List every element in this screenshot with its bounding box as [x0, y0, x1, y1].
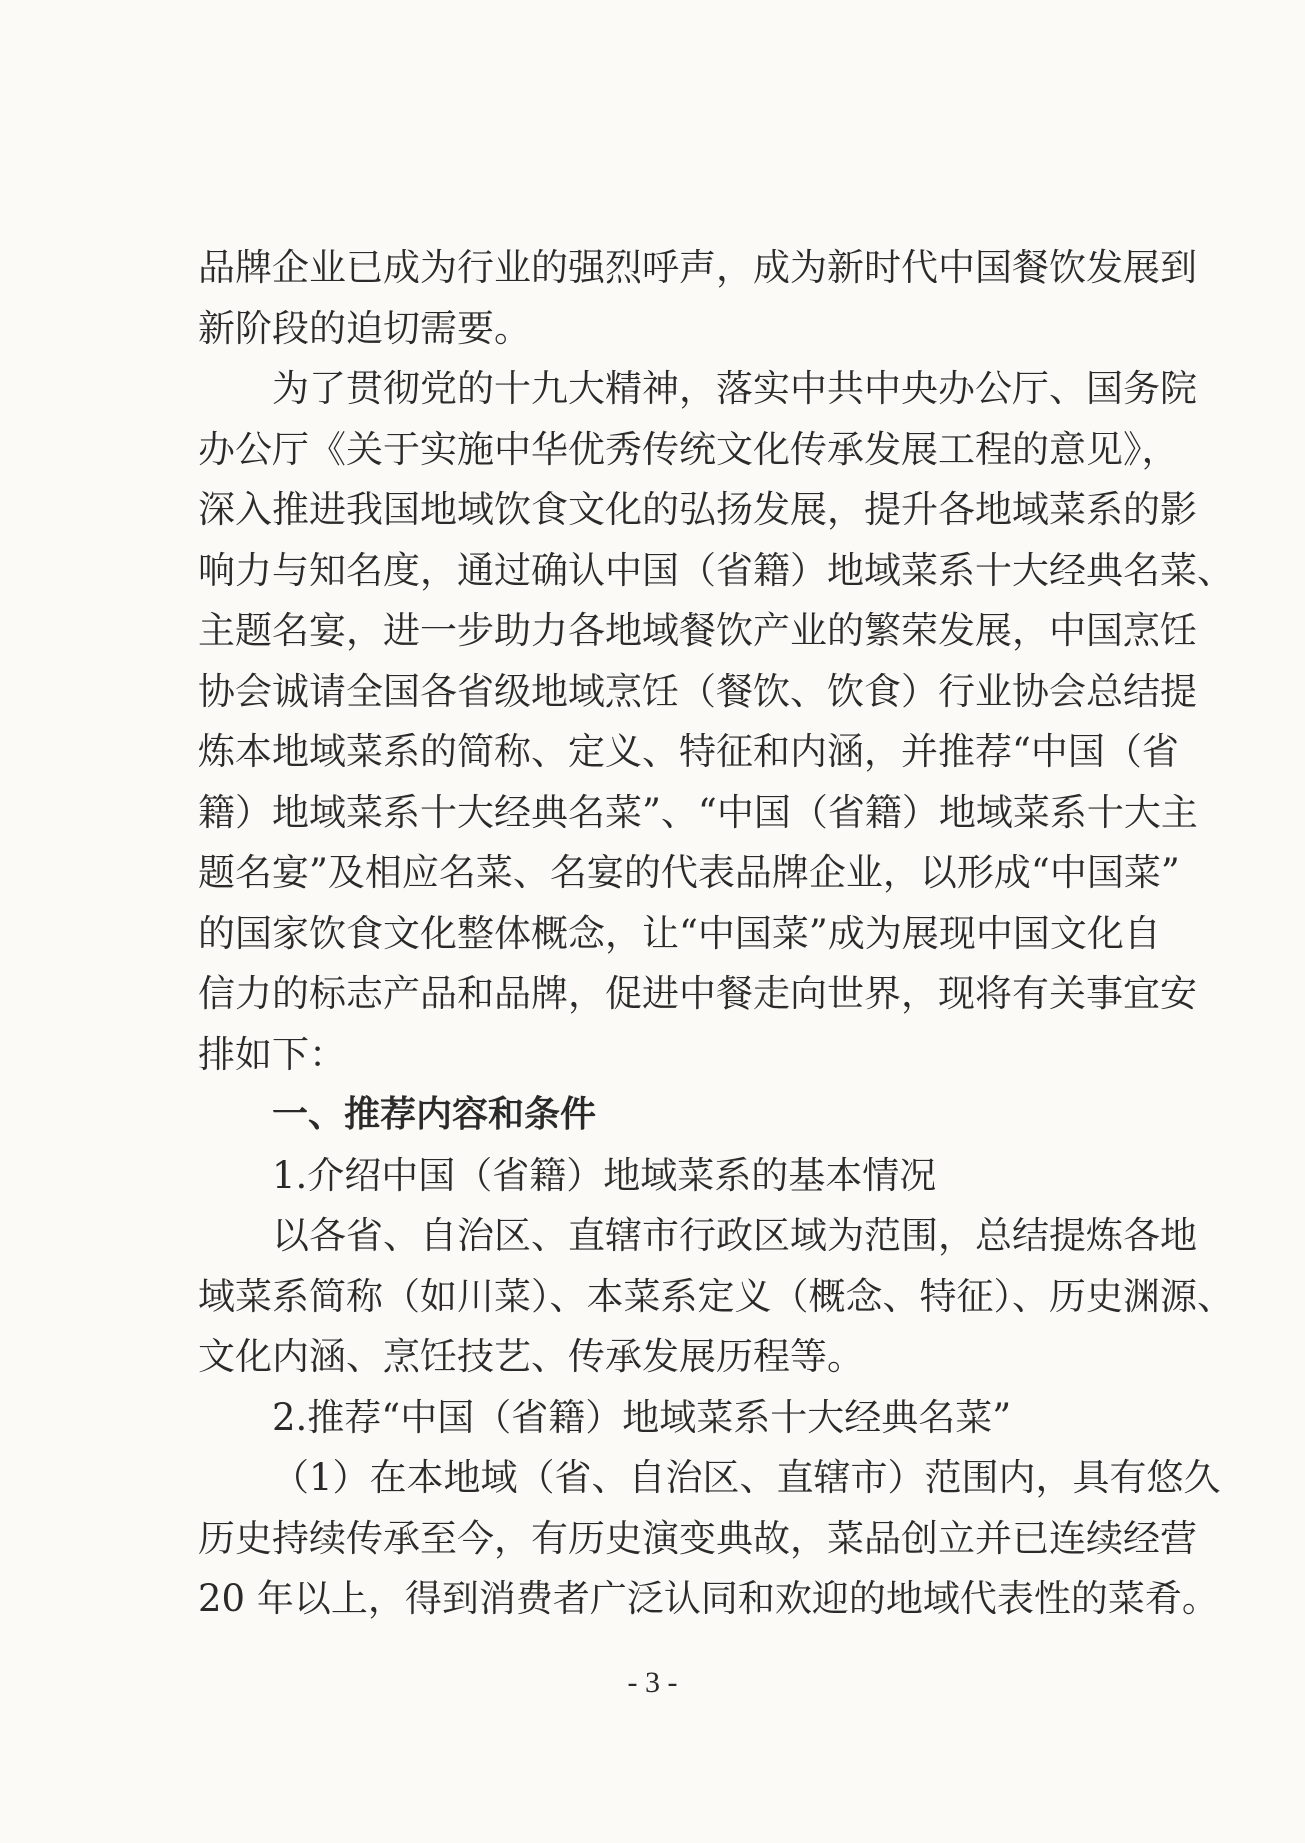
paragraph-start-line: 为了贯彻党的十九大精神，落实中共中央办公厅、国务院: [272, 367, 1197, 410]
text-line: 主题名宴，进一步助力各地域餐饮产业的繁荣发展，中国烹饪: [198, 609, 1197, 652]
text-line: 品牌企业已成为行业的强烈呼声，成为新时代中国餐饮发展到: [198, 246, 1197, 289]
text-line: 20 年以上，得到消费者广泛认同和欢迎的地域代表性的菜肴。: [198, 1577, 1219, 1620]
text-line: 题名宴”及相应名菜、名宴的代表品牌企业，以形成“中国菜”: [198, 851, 1180, 894]
paragraph-start-line: （1）在本地域（省、自治区、直辖市）范围内，具有悠久: [272, 1456, 1221, 1499]
body-text: [198, 238, 1234, 1630]
paragraph-start-line: 以各省、自治区、直辖市行政区域为范围，总结提炼各地: [272, 1214, 1197, 1257]
page-number: - 3 -: [627, 1666, 678, 1699]
text-line: 历史持续传承至今，有历史演变典故，菜品创立并已连续经营: [198, 1516, 1197, 1560]
text-line: 文化内涵、烹饪技艺、传承发展历程等。: [198, 1335, 864, 1378]
text-line: 的国家饮食文化整体概念，让“中国菜”成为展现中国文化自: [198, 911, 1161, 955]
text-line: 信力的标志产品和品牌，促进中餐走向世界，现将有关事宜安: [198, 972, 1197, 1015]
text-line: 新阶段的迫切需要。: [198, 306, 531, 350]
text-line: 协会诚请全国各省级地域烹饪（餐饮、饮食）行业协会总结提: [198, 669, 1197, 713]
text-line: 籍）地域菜系十大经典名菜”、“中国（省籍）地域菜系十大主: [198, 790, 1198, 834]
section-heading: 一、推荐内容和条件: [272, 1094, 597, 1135]
text-line: 炼本地域菜系的简称、定义、特征和内涵，并推荐“中国（省: [198, 730, 1179, 773]
text-line: 深入推进我国地域饮食文化的弘扬发展，提升各地域菜系的影: [198, 488, 1197, 531]
text-line: 响力与知名度，通过确认中国（省籍）地域菜系十大经典名菜、: [198, 548, 1234, 592]
subsection-heading: 2.推荐“中国（省籍）地域菜系十大经典名菜”: [272, 1395, 1012, 1439]
subsection-heading: 1.介绍中国（省籍）地域菜系的基本情况: [272, 1153, 937, 1197]
text-line: 域菜系简称（如川菜）、本菜系定义（概念、特征）、历史渊源、: [198, 1274, 1234, 1318]
text-line: 排如下：: [198, 1032, 346, 1076]
text-line: 办公厅《关于实施中华优秀传统文化传承发展工程的意见》，: [198, 427, 1179, 471]
